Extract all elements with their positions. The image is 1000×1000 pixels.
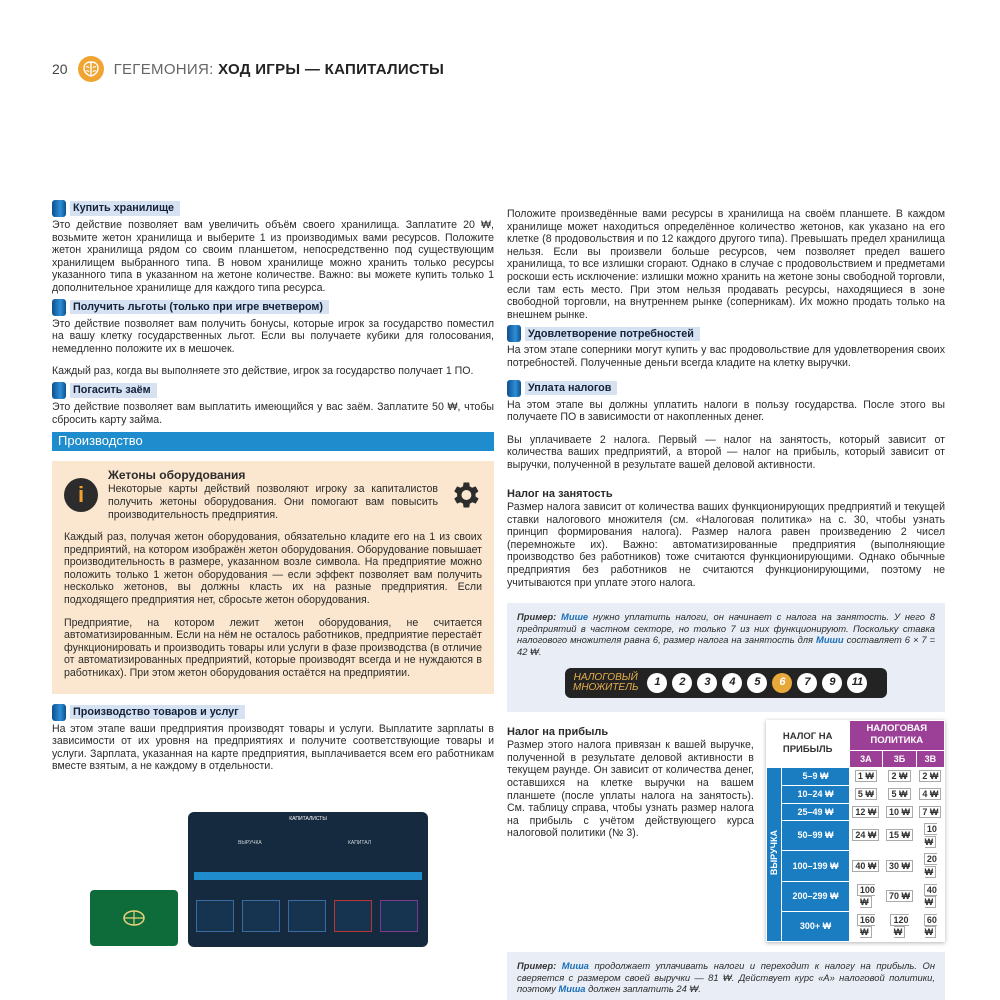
revenue-side-label: ВЫРУЧКА [766, 768, 782, 942]
table-row: 25–49 ₩ 12 ₩ 10 ₩ 7 ₩ [766, 803, 944, 821]
storage-icon [52, 382, 66, 399]
profit-tax-col-header: НАЛОГ НА ПРИБЫЛЬ [766, 720, 849, 768]
taxes-text2: Вы уплачиваете 2 налога. Первый — налог на занятость, который зависит от количества ваших предприятий, а второй — налог на прибыль, который зависит от выручки, полученной в результате вашей деловой активности. [507, 433, 945, 471]
illustration-board [90, 812, 430, 947]
board-header-label: КАПИТАЛИСТЫ [289, 816, 327, 822]
storage-icon [52, 200, 66, 217]
multiplier-step-current: 6 [772, 673, 792, 693]
equipment-box-intro: Некоторые карты действий позволяют игроку за капиталистов получить жетоны оборудования. Они помогают вам повысить производительность предприятия. [108, 483, 438, 521]
multiplier-step: 7 [797, 673, 817, 693]
employment-tax-heading: Налог на занятость [507, 487, 613, 500]
production-text: На этом этапе ваши предприятия производят товары и услуги. Выплатите зарплаты в зависимости от их уровня на предприятиях и получите соответствующие товары и услуги. Зарплата, указанная на карте предприятия, выплачивается всем его работникам вместе взятым, а не каждому в отдельности. [52, 722, 494, 773]
multiplier-step: 5 [747, 673, 767, 693]
storage-icon [507, 380, 521, 397]
brain-icon [78, 56, 104, 82]
table-row: ВЫРУЧКА 5–9 ₩ 1 ₩ 2 ₩ 2 ₩ [766, 768, 944, 786]
multiplier-step: 2 [672, 673, 692, 693]
taxes-text1: На этом этапе вы должны уплатить налоги в пользу государства. После этого вы получаете ПО в зависимости от накопленных денег. [507, 398, 945, 424]
policy-col-3a: 3А [849, 750, 883, 768]
repay-loan-heading: Погасить заём [52, 382, 494, 399]
storage-icon [52, 299, 66, 316]
left-column [52, 200, 494, 777]
production-heading: Производство товаров и услуг [52, 704, 494, 721]
table-row: 300+ ₩ 160 ₩ 120 ₩ 60 ₩ [766, 911, 944, 941]
storage-icon [52, 704, 66, 721]
board-revenue-label: ВЫРУЧКА [238, 840, 262, 846]
taxes-heading: Уплата налогов [507, 380, 945, 397]
capitalist-player-board [188, 812, 428, 947]
buy-storage-text: Это действие позволяет вам увеличить объём своего хранилища. Заплатите 20 ₩, возьмите жетон хранилища и выберите 1 из производимых вами ресурсов. Положите жетон хранилища рядом со своим планшетом, непосредственно под существующим хранилищем выбранного типа. В новом хранилище можно хранить только ресурсы указанного типа в указанном на жетоне количестве. Важно: вы можете купить только 1 дополнительное хранилище для каждого типа ресурса. [52, 219, 494, 294]
board-capital-label: КАПИТАЛ [348, 840, 371, 846]
page-header [52, 54, 444, 84]
equipment-box-p1: Каждый раз, получая жетон оборудования, обязательно кладите его на 1 из своих предприятий, на котором изображён жетон оборудования. Оборудование повышает производительность в размере, указанном возле символа. На предприятие можно положить только 1 жетон оборудования — если эффект позволяет вам получить несколько жетонов, вы должны класть их на разные предприятия. Если подходящего предприятия нет, сбросьте жетон оборудования. [64, 531, 482, 607]
example-box-profit: Пример: Миша продолжает уплачивать налоги и переходит к налогу на прибыль. Он сверяется с размером своей выручки — 81 ₩. Действует курс «А» налоговой политики, поэтому Миша должен заплатить 24 ₩. [507, 952, 945, 1000]
equipment-box-p2: Предприятие, на котором лежит жетон оборудования, не считается автоматизированным. Если на нём не осталось работников, предприятие перестаёт функционировать и производить товары или услуги в фазе производства (в отличие от автоматизированных предприятий, которые производят всегда и не нуждаются в работниках). При этом жетон оборудования остаётся на предприятии. [64, 616, 482, 680]
get-benefits-heading: Получить льготы (только при игре вчетвером) [52, 299, 494, 316]
profit-tax-text: Размер этого налога привязан к вашей выручке, полученной в результате деловой активности в текущем раунде. Он зависит от количества денег, оставшихся на клетке выручки на вашем планшете (после уплаты налога на занятость). См. таблицу справа, чтобы узнать размер налога на прибыль с учётом действующего курса налоговой политики (№ 3). [507, 739, 754, 840]
tax-multiplier-track [565, 668, 887, 698]
multiplier-step: 9 [822, 673, 842, 693]
buy-storage-heading: Купить хранилище [52, 200, 494, 217]
board-company-slot [334, 900, 372, 932]
page-number: 20 [52, 61, 68, 77]
repay-loan-text: Это действие позволяет вам выплатить имеющийся у вас заём. Заплатите 50 ₩, чтобы сбросить карту займа. [52, 400, 494, 426]
board-company-slot [242, 900, 280, 932]
example-box-employment [507, 603, 945, 711]
multiplier-step: 11 [847, 673, 867, 693]
table-row: 50–99 ₩ 24 ₩ 15 ₩ 10 ₩ [766, 821, 944, 851]
table-row: 200–299 ₩ 100 ₩ 70 ₩ 40 ₩ [766, 881, 944, 911]
table-row: 10–24 ₩ 5 ₩ 5 ₩ 4 ₩ [766, 786, 944, 804]
right-column [507, 208, 945, 1000]
gear-icon [448, 478, 482, 512]
equipment-token-card [90, 890, 178, 946]
equipment-box-title: Жетоны оборудования [108, 467, 246, 482]
multiplier-step: 4 [722, 673, 742, 693]
info-icon: i [64, 478, 98, 512]
get-benefits-text: Это действие позволяет вам получить бонусы, которые игрок за государство поместил на вашу клетку государственных льгот. Если вы получаете кубики для голосования, немедленно положите их в мешочек. [52, 317, 494, 355]
needs-text: На этом этапе соперники могут купить у вас продовольствие для удовлетворения своих потребностей. Полученные деньги всегда кладите на клетку выручки. [507, 344, 945, 369]
board-company-slot [288, 900, 326, 932]
needs-heading: Удовлетворение потребностей [507, 325, 945, 342]
tax-policy-header: НАЛОГОВАЯ ПОЛИТИКА [849, 720, 944, 750]
globe-icon [117, 909, 151, 927]
multiplier-step: 1 [647, 673, 667, 693]
storage-icon [507, 325, 521, 342]
page-title: ГЕГЕМОНИЯ: ХОД ИГРЫ — КАПИТАЛИСТЫ [113, 60, 445, 78]
policy-col-3v: 3В [916, 750, 944, 768]
policy-col-3b: 3Б [883, 750, 917, 768]
section-bar-production: Производство [52, 432, 494, 451]
get-benefits-note: Каждый раз, когда вы выполняете это действие, игрок за государство получает 1 ПО. [52, 365, 474, 378]
profit-tax-heading: Налог на прибыль [507, 725, 609, 738]
multiplier-step: 3 [697, 673, 717, 693]
profit-tax-table [766, 720, 945, 942]
table-row: 100–199 ₩ 40 ₩ 30 ₩ 20 ₩ [766, 851, 944, 881]
equipment-info-box [52, 461, 494, 694]
board-company-slot [196, 900, 234, 932]
board-company-slot [380, 900, 418, 932]
board-money-track [194, 872, 422, 880]
tax-multiplier-label: НАЛОГОВЫЙ МНОЖИТЕЛЬ [573, 671, 639, 693]
example-employment-text: Пример: Мише нужно уплатить налоги, он начинает с налога на занятость. У него 8 предприятий в частном секторе, но только 7 из них функционируют. Поскольку ставка налогового множителя равна 6, размер налога на занятость для Миши составляет 6 × 7 = 42 ₩. [517, 611, 935, 658]
profit-tax-section [507, 720, 945, 942]
employment-tax-text: Размер налога зависит от количества ваших функционирующих предприятий и текущей ставки налогового множителя (см. «Налоговая политика» на с. 30, чтобы узнать принцип формирования налога). Размер налога равен произведению 2 чисел (перемножьте их). Важно: автоматизированные предприятия (выполняющие производство без работников) тоже считаются функционирующими. Однако обычные предприятия без работников не считаются функционирующими, поэтому не учитываются при уплате этого налога. [507, 501, 945, 589]
storage-intro-text: Положите произведённые вами ресурсы в хранилища на своём планшете. В каждом хранилище может находиться определённое количество жетонов, как указано на его клетке (8 продовольствия и по 12 каждого другого типа). Превышать предел хранилища нельзя. Если вы произвели больше ресурсов, чем позволяет предел вашего хранилища, то все излишки сгорают. Однако в случае с продовольствием и предметами роскоши есть исключение: излишки можно хранить на жетоне зоны свободной торговли, если там есть место. При этом нельзя продавать ресурсы, находящиеся в зоне свободной торговли, на внутреннем рынке (соперникам). Их можно продать только на внешнем рынке. [507, 208, 945, 321]
